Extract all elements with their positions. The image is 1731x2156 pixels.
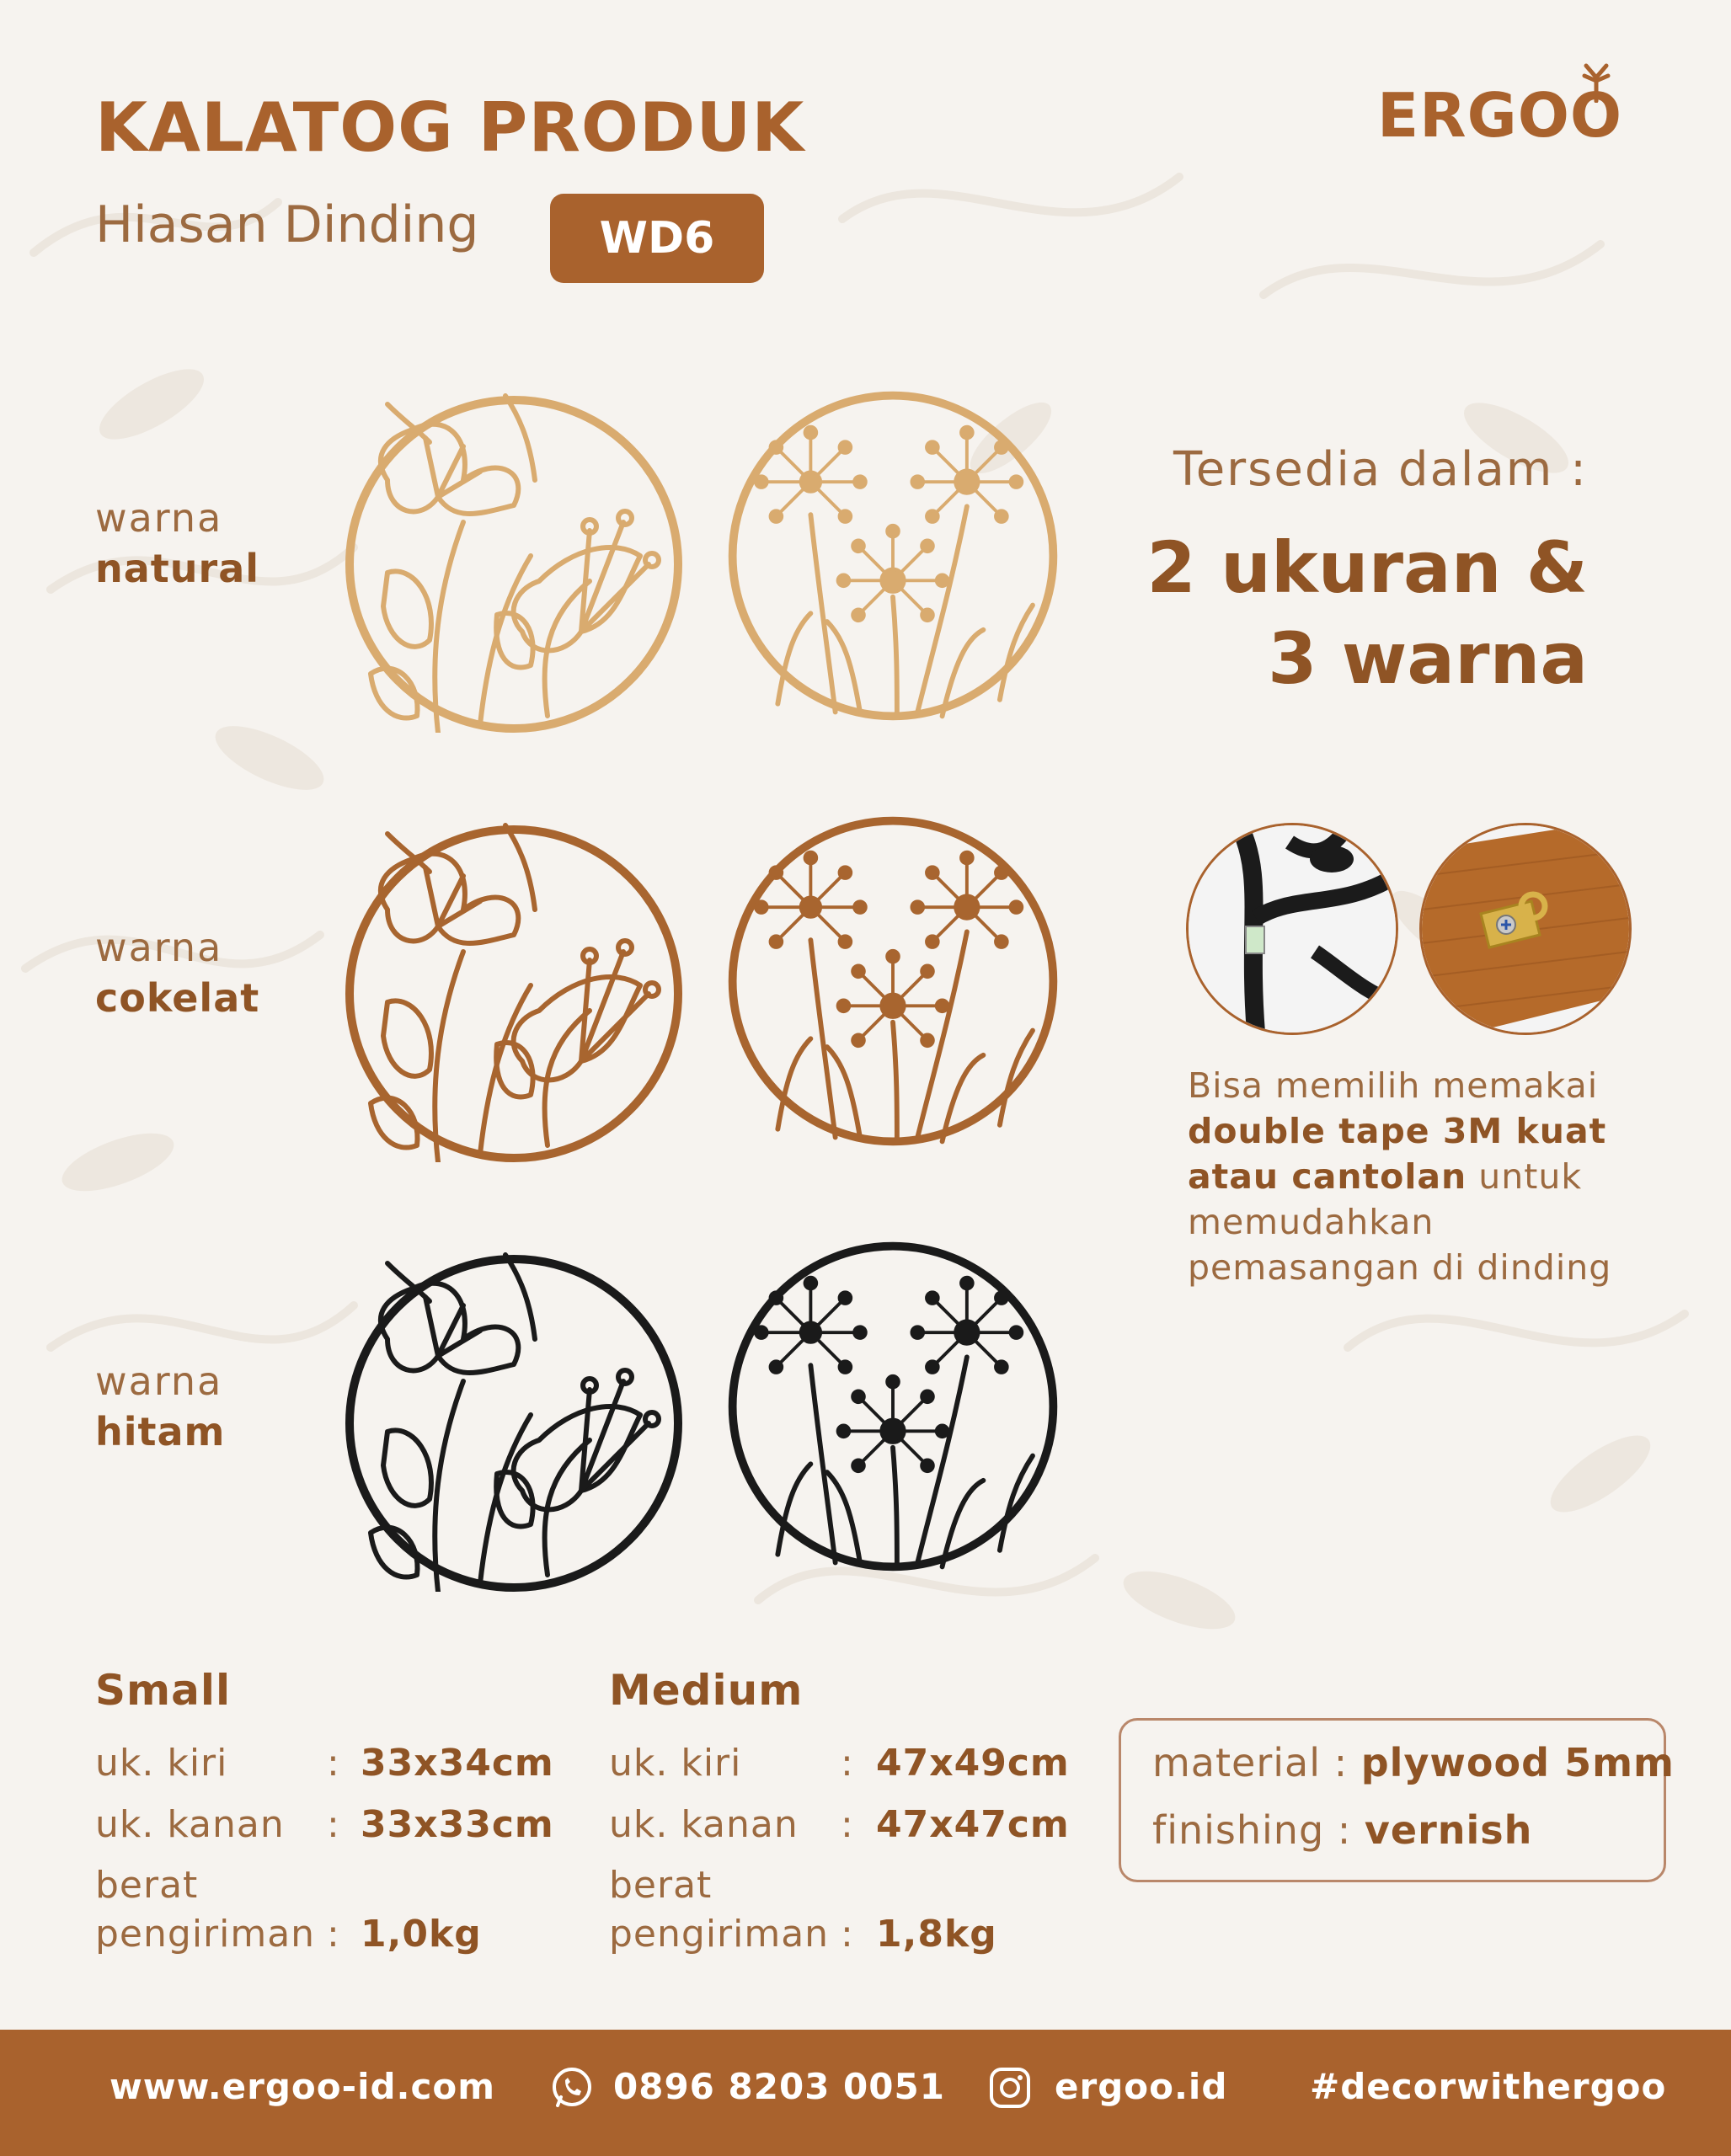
dandelion-wall-art-cokelat xyxy=(720,808,1066,1154)
size-medium-left-label: uk. kiri xyxy=(609,1742,742,1785)
color-label-natural: warna natural xyxy=(95,495,260,591)
whatsapp-icon xyxy=(549,2065,595,2111)
availability-summary xyxy=(1146,522,1588,704)
colon: : xyxy=(841,1742,853,1785)
size-medium-weight-value: 1,8kg xyxy=(876,1913,997,1956)
colon: : xyxy=(327,1803,339,1846)
instagram-icon xyxy=(987,2065,1033,2111)
double-tape-detail-image xyxy=(1186,823,1398,1035)
colon: : xyxy=(327,1742,339,1785)
colon: : xyxy=(841,1803,853,1846)
page-subtitle: Hiasan Dinding xyxy=(95,195,479,254)
brand-logo-mark-icon xyxy=(1579,61,1613,103)
website-link[interactable]: www.ergoo-id.com xyxy=(110,2066,496,2107)
size-medium-right-value: 47x47cm xyxy=(876,1803,1070,1846)
hanger-hook-detail-image xyxy=(1419,823,1632,1035)
product-code-badge: WD6 xyxy=(550,194,764,283)
size-small-right-value: 33x33cm xyxy=(361,1803,554,1846)
instagram-handle[interactable]: ergoo.id xyxy=(1055,2066,1228,2107)
size-small-weight-value: 1,0kg xyxy=(361,1913,482,1956)
page-title: KALATOG PRODUK xyxy=(95,88,805,167)
lily-wall-art-natural xyxy=(337,379,691,733)
lily-wall-art-cokelat xyxy=(337,808,691,1162)
size-small-left-value: 33x34cm xyxy=(361,1742,554,1785)
hashtag: #decorwithergoo xyxy=(1310,2066,1667,2107)
size-medium-title: Medium xyxy=(609,1666,804,1715)
colon: : xyxy=(841,1913,853,1956)
dandelion-wall-art-natural xyxy=(720,383,1066,728)
availability-colors: 3 warna xyxy=(1268,617,1588,700)
size-medium-right-label: uk. kanan xyxy=(609,1803,799,1846)
installation-description: Bisa memilih memakai double tape 3M kuat atau cantolan untuk memudahkan pemasangan di dinding xyxy=(1188,1065,1612,1288)
lily-wall-art-hitam xyxy=(337,1238,691,1592)
dandelion-wall-art-hitam xyxy=(720,1234,1066,1579)
availability-intro: Tersedia dalam : xyxy=(1173,442,1588,497)
size-small-right-label: uk. kanan xyxy=(95,1803,285,1846)
availability-sizes: 2 ukuran & xyxy=(1146,526,1588,609)
material-row: material : plywood 5mm xyxy=(1152,1740,1675,1785)
size-small-title: Small xyxy=(95,1666,232,1715)
size-medium-left-value: 47x49cm xyxy=(876,1742,1070,1785)
whatsapp-number[interactable]: 0896 8203 0051 xyxy=(613,2066,945,2107)
finishing-row: finishing : vernish xyxy=(1152,1807,1533,1853)
color-label-hitam: warna hitam xyxy=(95,1358,226,1454)
size-small-left-label: uk. kiri xyxy=(95,1742,228,1785)
color-label-cokelat: warna cokelat xyxy=(95,925,260,1021)
brand-logo-text: ERGOO xyxy=(1377,80,1623,151)
colon: : xyxy=(327,1913,339,1956)
size-small-weight-label: berat pengiriman xyxy=(95,1864,316,1956)
size-medium-weight-label: berat pengiriman xyxy=(609,1864,830,1956)
